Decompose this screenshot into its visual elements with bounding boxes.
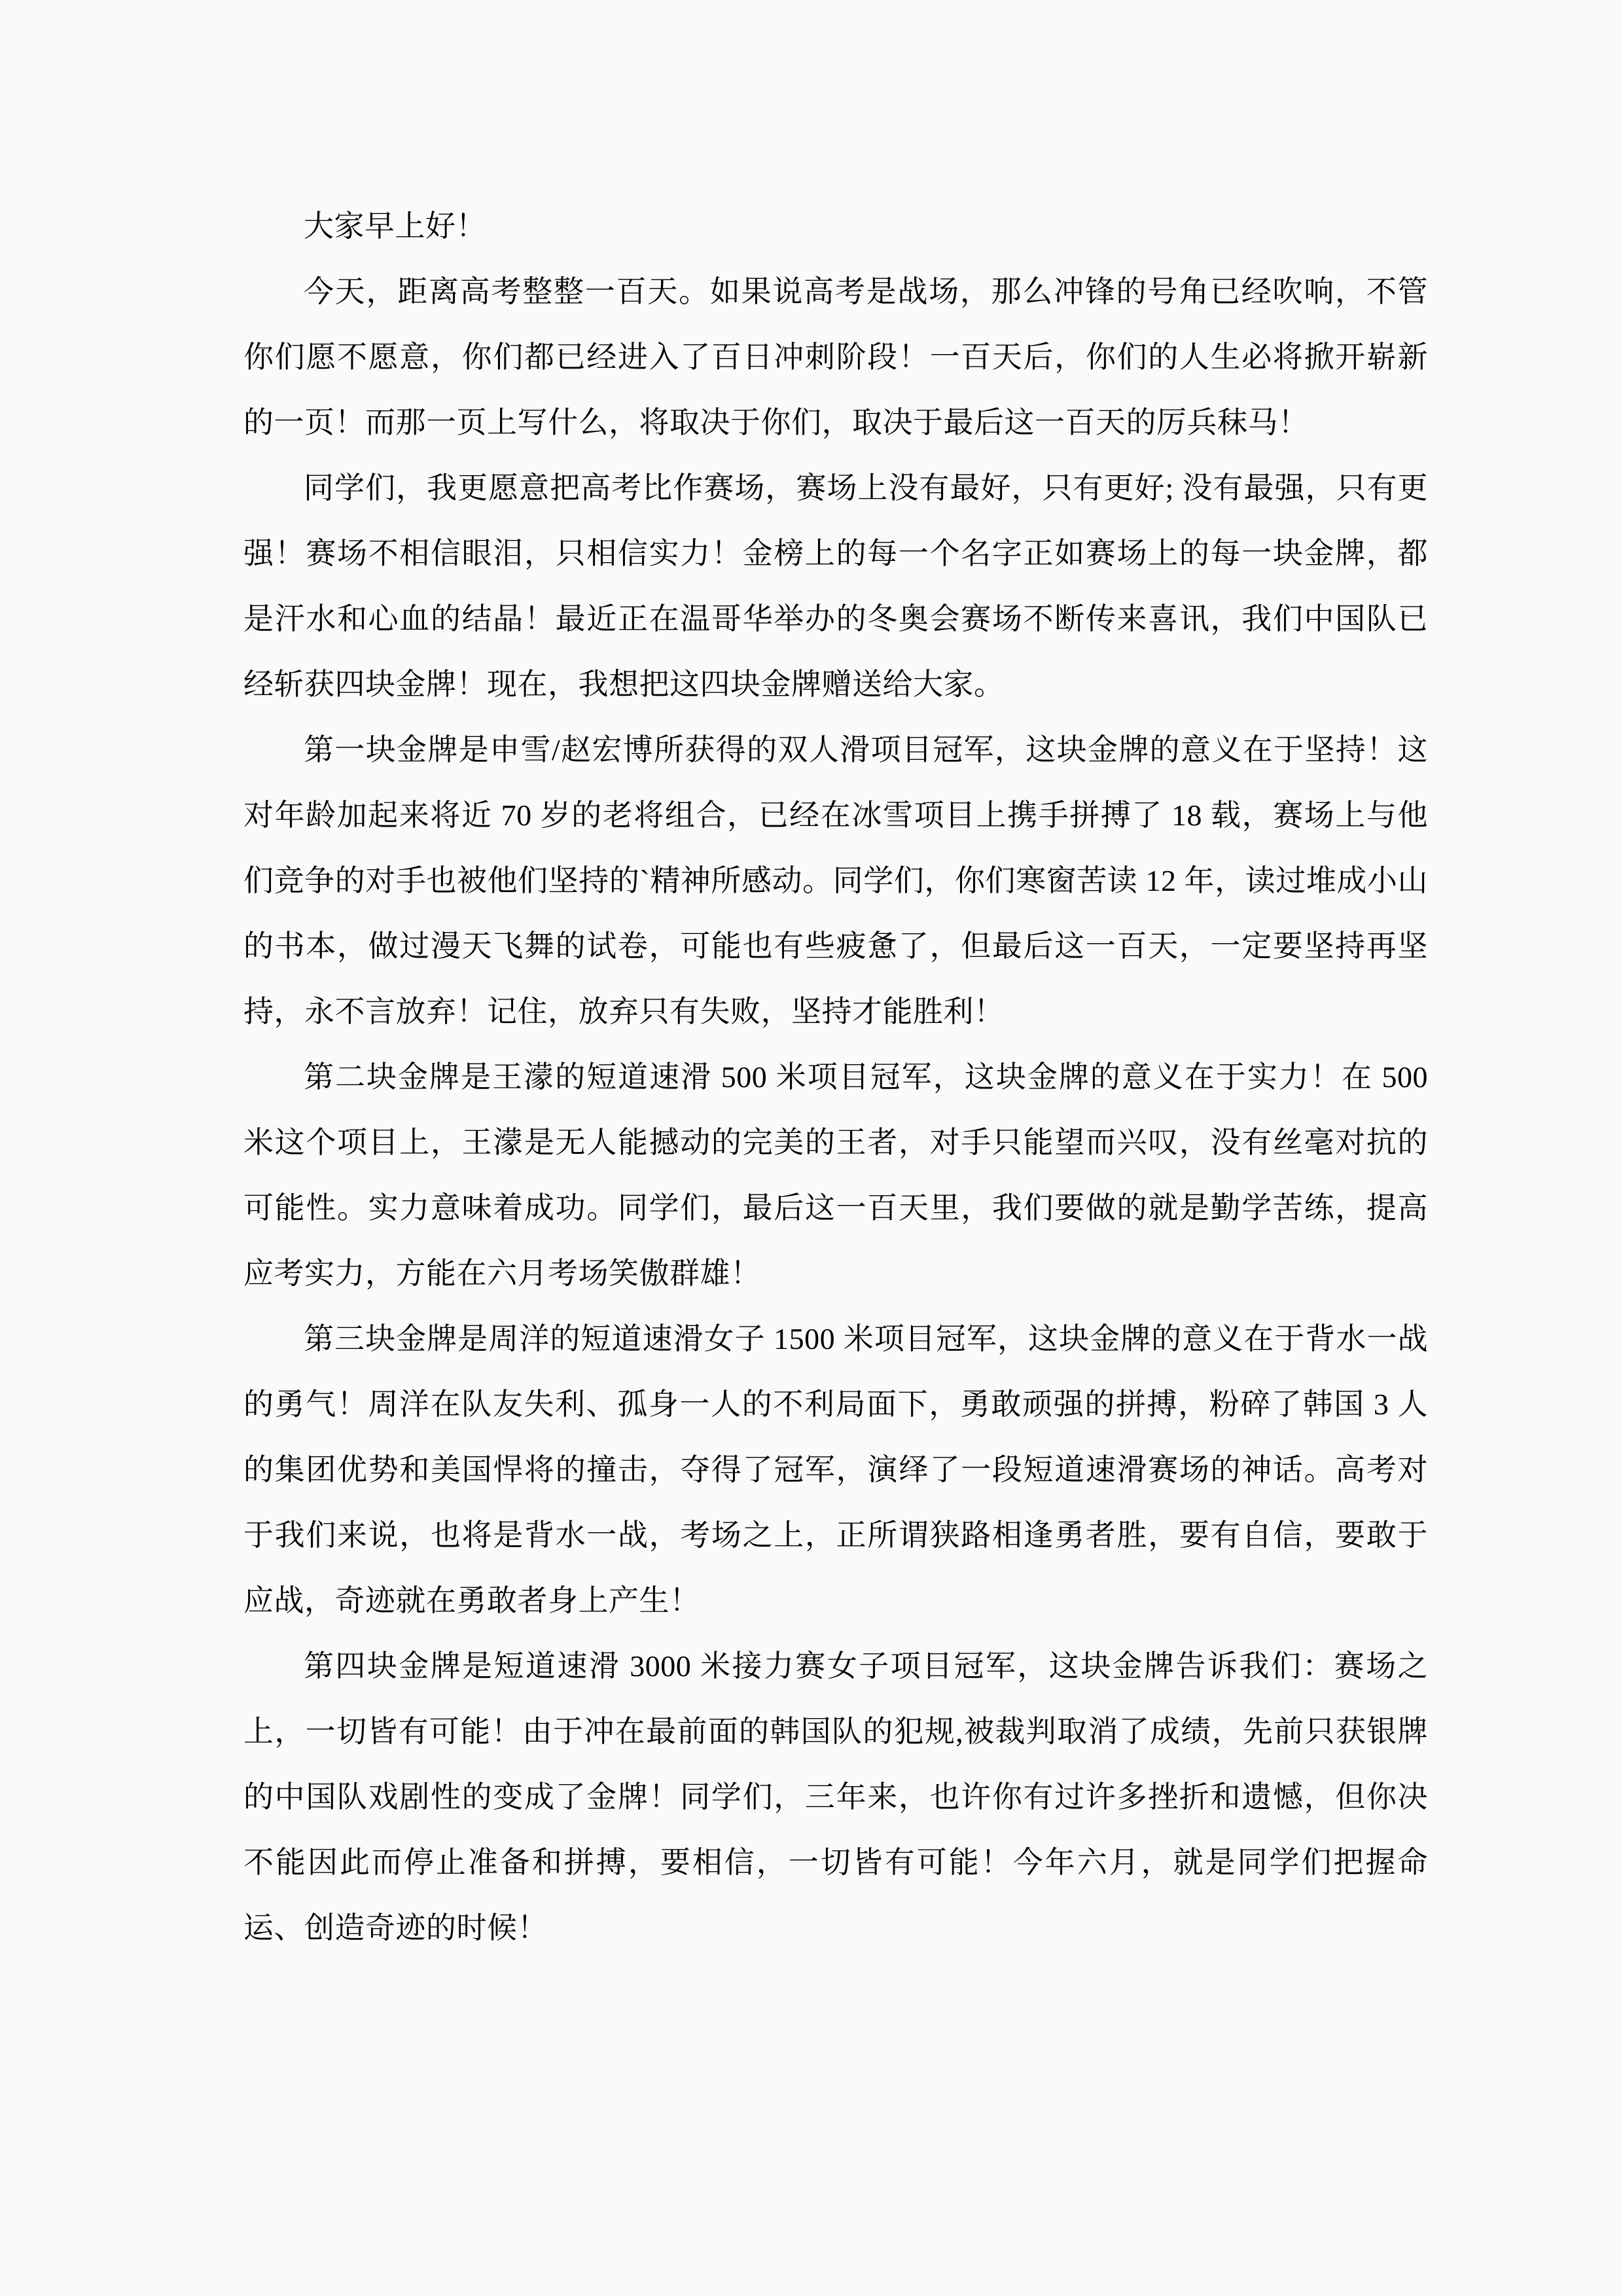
document-text-block bbox=[243, 194, 1428, 1961]
paragraph-gold-medal-2: 第二块金牌是王濛的短道速滑 500 米项目冠军，这块金牌的意义在于实力！在 500 米这个项目上，王濛是无人能撼动的完美的王者，对手只能望而兴叹，没有丝毫对抗的可能性。实力意味着成功。同学们，最后这一百天里，我们要做的就是勤学苦练，提高应考实力，方能在六月考场笑傲群雄！ bbox=[243, 1060, 1428, 1290]
paragraph-gold-medal-3: 第三块金牌是周洋的短道速滑女子 1500 米项目冠军，这块金牌的意义在于背水一战的勇气！周洋在队友失利、孤身一人的不利局面下，勇敢顽强的拼搏，粉碎了韩国 3 人的集团优势和美国悍将的撞击，夺得了冠军，演绎了一段短道速滑赛场的神话。高考对于我们来说，也将是背水一战，考场之上，正所谓狭路相逢勇者胜，要有自信，要敢于应战，奇迹就在勇敢者身上产生！ bbox=[243, 1322, 1428, 1617]
paragraph-countdown: 今天，距离高考整整一百天。如果说高考是战场，那么冲锋的号角已经吹响，不管你们愿不愿意，你们都已经进入了百日冲刺阶段！一百天后，你们的人生必将掀开崭新的一页！而那一页上写什么，将取决于你们，取决于最后这一百天的厉兵秣马！ bbox=[243, 275, 1428, 439]
paragraph-greeting: 大家早上好！ bbox=[304, 209, 486, 243]
paragraph-arena-metaphor: 同学们，我更愿意把高考比作赛场，赛场上没有最好，只有更好; 没有最强，只有更强！赛场不相信眼泪，只相信实力！金榜上的每一个名字正如赛场上的每一块金牌，都是汗水和心血的结晶！最近正在温哥华举办的冬奥会赛场不断传来喜讯，我们中国队已经斩获四块金牌！现在，我想把这四块金牌赠送给大家。 bbox=[243, 471, 1428, 701]
paragraph-gold-medal-4: 第四块金牌是短道速滑 3000 米接力赛女子项目冠军，这块金牌告诉我们：赛场之上，一切皆有可能！由于冲在最前面的韩国队的犯规,被裁判取消了成绩，先前只获银牌的中国队戏剧性的变成了金牌！同学们，三年来，也许你有过许多挫折和遗憾，但你决不能因此而停止准备和拼搏，要相信，一切皆有可能！今年六月，就是同学们把握命运、创造奇迹的时候！ bbox=[243, 1649, 1428, 1945]
paragraph-gold-medal-1: 第一块金牌是申雪/赵宏博所获得的双人滑项目冠军，这块金牌的意义在于坚持！这对年龄加起来将近 70 岁的老将组合，已经在冰雪项目上携手拼搏了 18 载，赛场上与他们竞争的对手也被他们坚持的`精神所感动。同学们，你们寒窗苦读 12 年，读过堆成小山的书本，做过漫天飞舞的试卷，可能也有些疲惫了，但最后这一百天，一定要坚持再坚持，永不言放弃！记住，放弃只有失败，坚持才能胜利！ bbox=[243, 733, 1428, 1028]
